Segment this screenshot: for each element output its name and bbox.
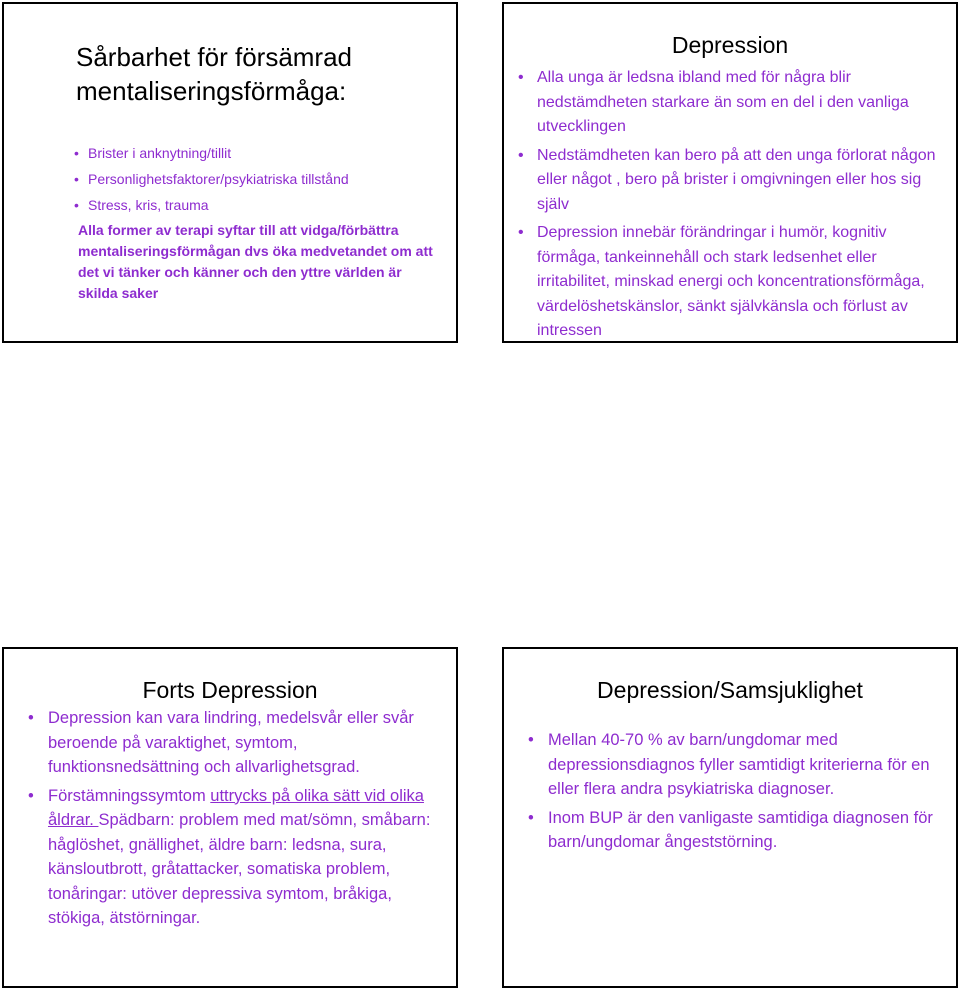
bullet-text: Brister i anknytning/tillit <box>88 145 232 161</box>
bullet-item <box>74 192 444 218</box>
bullet-icon: • <box>74 171 79 187</box>
bullet-text: Stress, kris, trauma <box>88 197 209 213</box>
bullet-list <box>528 728 938 859</box>
bullet-item <box>518 221 948 344</box>
bullet-text: Nedstämdheten kan bero på att den unga förlorat någon eller något , bero på brister i omgivningen eller hos sig själv <box>537 146 936 213</box>
bullet-item <box>74 140 444 166</box>
slide-mentalisering <box>2 2 458 343</box>
bullet-icon: • <box>518 224 524 241</box>
bullet-list <box>74 140 444 218</box>
bullet-item <box>528 806 938 855</box>
slide-paragraph: Alla former av terapi syftar till att vidga/förbättra mentaliseringsförmågan dvs öka medvetandet om att det vi tänker och känner och den yttre världen är skilda saker <box>78 222 433 301</box>
bullet-text: Spädbarn: problem med mat/sömn, småbarn: håglöshet, gnällighet, äldre barn: ledsna, sura, känsloutbrott, gråtattacker, somatiska problem, tonåringar: utöver depressiva symtom, bråkiga, stökiga, ätstörningar. <box>48 811 431 927</box>
bullet-icon: • <box>28 786 34 805</box>
underlined-text: uttrycks på olika sätt vid olika åldrar. <box>48 786 424 829</box>
bullet-icon: • <box>528 808 534 827</box>
bullet-text: Alla unga är ledsna ibland med för några blir nedstämdheten starkare än som en del i den vanliga utvecklingen <box>537 69 909 135</box>
bullet-text: Depression kan vara lindring, medelsvår eller svår beroende på varaktighet, symtom, funktionsnedsättning och allvarlighetsgrad. <box>48 709 414 776</box>
bullet-list <box>28 706 438 935</box>
bullet-text: Inom BUP är den vanligaste samtidiga diagnosen för barn/ungdomar ångeststörning. <box>548 808 933 851</box>
slide-samsjuklighet <box>502 647 958 988</box>
bullet-item <box>518 66 948 140</box>
bullet-icon: • <box>518 69 524 86</box>
bullet-item <box>518 144 948 218</box>
bullet-item <box>28 784 438 931</box>
bullet-item <box>28 706 438 780</box>
bullet-icon: • <box>74 145 79 161</box>
bullet-item <box>74 166 444 192</box>
bullet-icon: • <box>28 709 34 727</box>
bullet-icon: • <box>528 731 534 749</box>
bullet-list <box>518 66 948 348</box>
bullet-icon: • <box>74 197 79 213</box>
bullet-text: Personlighetsfaktorer/psykiatriska tillstånd <box>88 171 349 187</box>
slide-depression <box>502 2 958 343</box>
bullet-icon: • <box>518 146 524 164</box>
bullet-text: Depression innebär förändringar i humör, kognitiv förmåga, tankeinnehåll och stark ledsenhet eller irritabilitet, minskad energi och koncentrationsförmåga, värdelöshetskänslor, sänkt självkänsla och förlust av intressen <box>537 224 925 339</box>
slide-title: Depression <box>671 32 789 58</box>
bullet-text: Mellan 40-70 % av barn/ungdomar med depressionsdiagnos fyller samtidigt kriterierna för en eller flera andra psykiatriska diagnoser. <box>548 731 930 798</box>
bullet-item <box>528 728 938 802</box>
slide-title: Depression/Samsjuklighet <box>597 677 863 703</box>
slide-forts-depression <box>2 647 458 988</box>
slide-title: Sårbarhet för försämrad mentaliseringsförmåga: <box>76 42 353 106</box>
bullet-text: Förstämningssymtom <box>48 786 211 805</box>
slide-title: Forts Depression <box>142 677 318 703</box>
